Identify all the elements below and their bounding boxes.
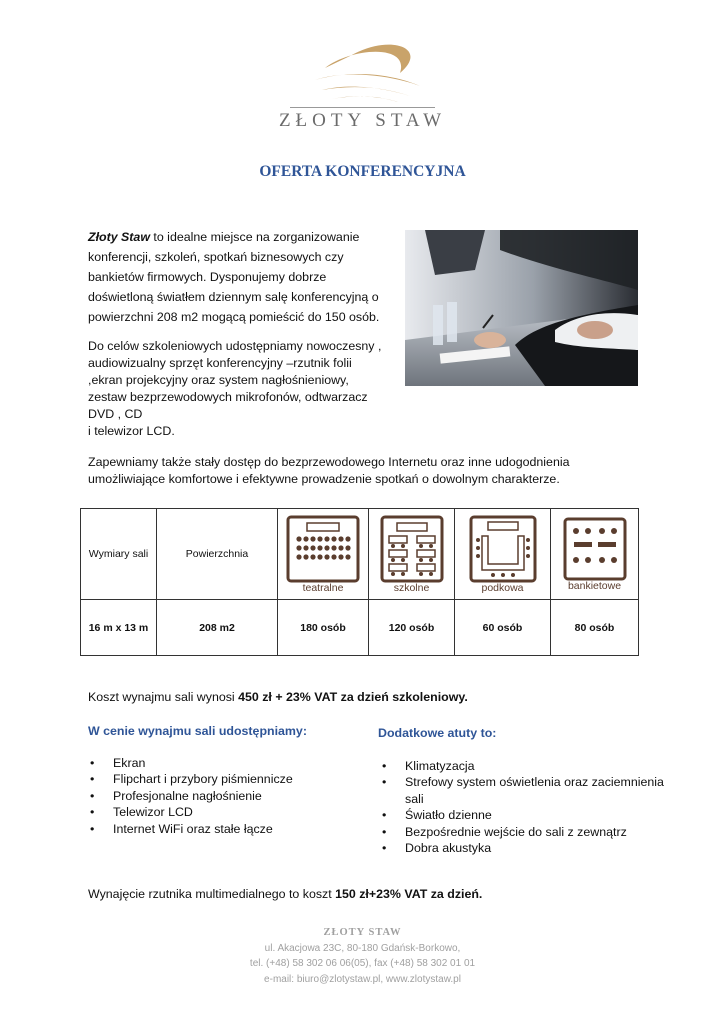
extras-list — [380, 758, 670, 856]
intro-paragraph — [88, 227, 393, 327]
footer — [0, 925, 725, 987]
banquet-layout-icon — [562, 516, 628, 582]
internet-paragraph: Zapewniamy także stały dostęp do bezprzewodowego Internetu oraz inne udogodnienia umożliwiające komfortowe i efektywne prowadzenie spotkań o dowolnym charakterze. — [88, 455, 570, 486]
horseshoe-layout-icon — [468, 514, 538, 584]
layout-cell-theater — [278, 509, 369, 600]
classroom-layout-icon — [379, 514, 445, 584]
list-item: • Ekran — [88, 755, 358, 771]
logo-wordmark: ZŁOTY STAW — [278, 110, 447, 131]
list-item: • Profesjonalne nagłośnienie — [88, 788, 358, 804]
value-dimensions: 16 m x 13 m — [81, 600, 157, 656]
layout-label: podkowa — [481, 582, 524, 594]
list-item: • Klimatyzacja — [380, 758, 670, 774]
list-item: • Dobra akustyka — [380, 840, 670, 856]
projector-cost — [88, 887, 482, 901]
projector-amount: 150 zł+23% VAT za dzień. — [335, 887, 483, 901]
list-item: • Telewizor LCD — [88, 804, 358, 820]
footer-contact: e-mail: biuro@zlotystaw.pl, www.zlotystaw.pl — [264, 973, 461, 985]
layout-label: szkolne — [393, 582, 430, 594]
layout-cell-classroom — [369, 509, 455, 600]
footer-address: ul. Akacjowa 23C, 80-180 Gdańsk-Borkowo, — [264, 942, 461, 954]
table-row — [81, 600, 639, 656]
room-layout-table — [80, 508, 639, 656]
cost-prefix: Koszt wynajmu sali wynosi — [88, 690, 239, 704]
list-item: • Internet WiFi oraz stałe łącze — [88, 821, 358, 837]
rental-cost — [88, 690, 468, 704]
equipment-line: Do celów szkoleniowych udostępniamy nowoczesny , — [88, 339, 382, 353]
cost-amount: 450 zł + 23% VAT za dzień szkoleniowy. — [238, 690, 468, 704]
included-list — [88, 755, 358, 837]
equipment-line: audiowizualny sprzęt konferencyjny –rzutnik folii — [88, 356, 352, 370]
value-capacity: 60 osób — [455, 600, 551, 656]
conference-meeting-photo — [405, 230, 638, 386]
list-item: • Flipchart i przybory piśmiennicze — [88, 771, 358, 787]
layout-label: bankietowe — [567, 580, 622, 592]
equipment-line: ,ekran projekcyjny oraz system nagłośnieniowy, — [88, 373, 349, 387]
table-row — [81, 509, 639, 600]
equipment-line: DVD , CD — [88, 407, 143, 421]
equipment-paragraph — [88, 338, 388, 440]
layout-cell-horseshoe — [455, 509, 551, 600]
footer-company: ZŁOTY STAW — [323, 927, 402, 938]
brand-name: Złoty Staw — [88, 230, 150, 244]
layout-cell-banquet — [551, 509, 639, 600]
layout-label: teatralne — [302, 582, 344, 594]
extras-heading: Dodatkowe atuty to: — [378, 726, 497, 740]
list-item: • Bezpośrednie wejście do sali z zewnątrz — [380, 824, 670, 840]
value-capacity: 80 osób — [551, 600, 639, 656]
intro-text: to idealne miejsce na zorganizowanie konferencji, szkoleń, spotkań biznesowych czy bankietów firmowych. Dysponujemy dobrze doświetloną światłem dziennym salę konferencyjną o powierzchni 208 m2 mogącą pomieścić do 150 osób. — [88, 230, 380, 324]
page-title: OFERTA KONFERENCYJNA — [259, 163, 466, 180]
value-capacity: 180 osób — [278, 600, 369, 656]
value-capacity: 120 osób — [369, 600, 455, 656]
logo-divider — [290, 107, 435, 108]
value-area: 208 m2 — [157, 600, 278, 656]
footer-phone: tel. (+48) 58 302 06 06(05), fax (+48) 58 302 01 01 — [249, 958, 476, 969]
theater-layout-icon — [285, 514, 361, 584]
projector-prefix: Wynajęcie rzutnika multimedialnego to koszt — [88, 887, 336, 901]
equipment-line: zestaw bezprzewodowych mikrofonów, odtwarzacz — [88, 390, 368, 404]
included-heading: W cenie wynajmu sali udostępniamy: — [88, 724, 307, 738]
equipment-line: i telewizor LCD. — [88, 424, 175, 438]
header-area: Powierzchnia — [157, 509, 278, 600]
list-item: • Światło dzienne — [380, 807, 670, 823]
list-item: • Strefowy system oświetlenia oraz zaciemnienia sali — [380, 774, 670, 807]
header-dimensions: Wymiary sali — [81, 509, 157, 600]
